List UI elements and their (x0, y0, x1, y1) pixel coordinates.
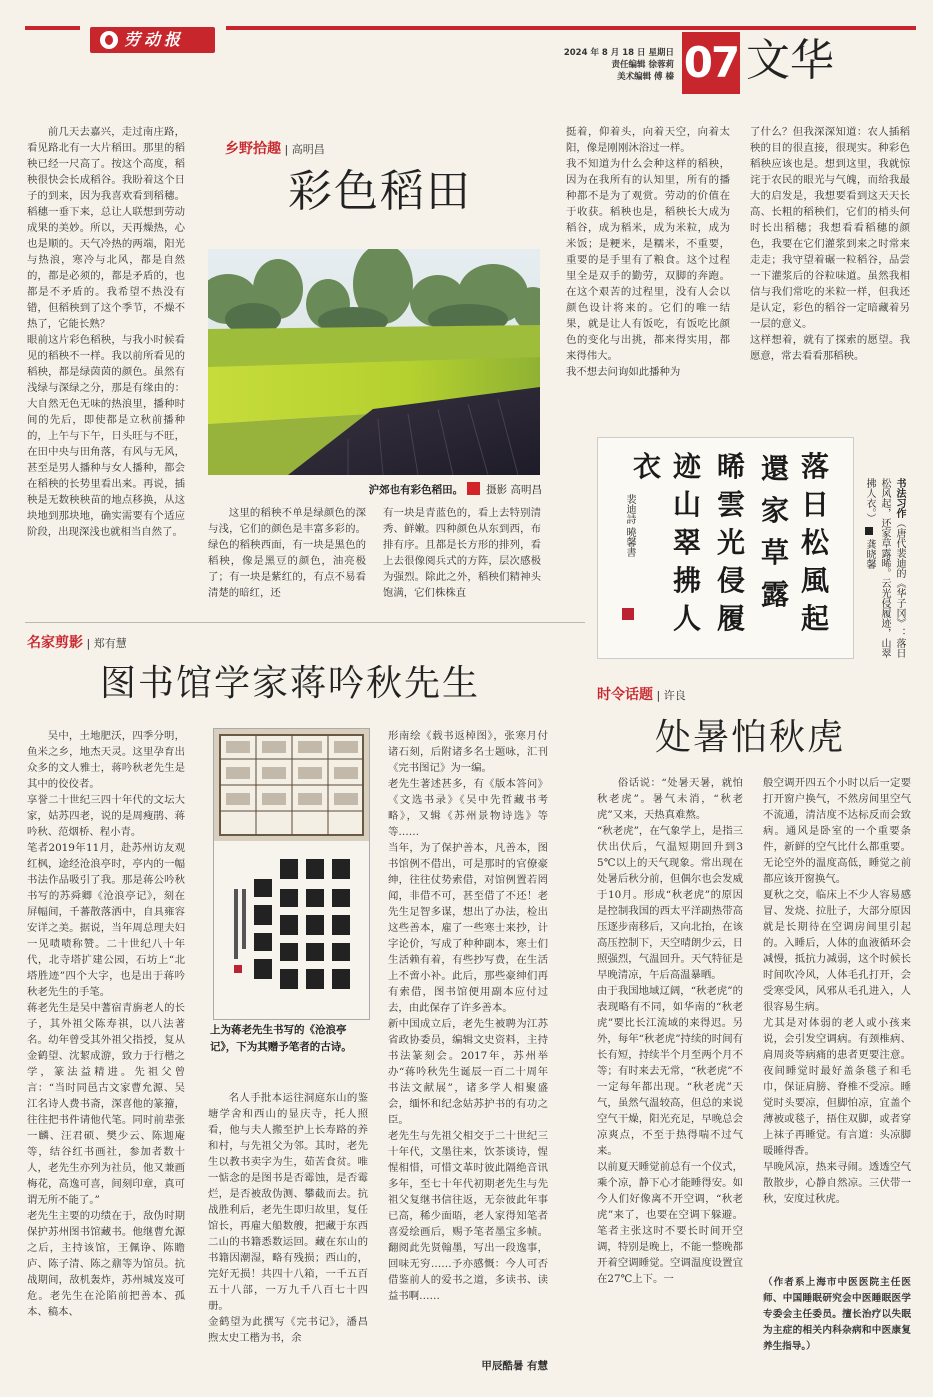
calligraphy-col2: 還家草露 (760, 452, 789, 611)
article1-author: 高明昌 (291, 143, 325, 156)
article1-title: 彩色稻田 (288, 166, 472, 217)
editor-line: 责任编辑 徐蓉莉 (611, 60, 674, 70)
calligraphy-col1: 落日松風起 (800, 450, 829, 635)
logo-text: 劳动报 (124, 30, 185, 49)
logo (90, 27, 215, 53)
caption-square-icon (467, 482, 480, 495)
caption-square-icon (865, 527, 873, 535)
article3-category-label: 时令话题 (597, 687, 653, 703)
section-divider (25, 622, 585, 623)
article2-category: 名家剪影 | 郑有慧 (27, 635, 127, 651)
article1-col1: 前几天去嘉兴，走过南庄路，看见路北有一大片稻田。那里的稻秧已经一尺高了。按这个高度，稻秧很快会长成稻谷。我盼着这个日子的到来，因为我喜欢看到稻穗。稻穗一垂下来，总让人联想到劳动成果的美妙。所以，天再燥热，心也是顺的。天气冷热的两端，阳光与热浪，寒冷与北风，都是自然的，都是必须的，都是矛盾的，也都是不矛盾的。我希望不热没有错，但稻秧到了这个季节，不燥不热了，它能长熟？ 眼前这片彩色稻秧，与我小时候看见的稻秧不一样。我以前所看见的稻秧，都是绿茵茵的颜色。虽然有浅绿与深绿之分，那是有缘由的：大自然无色无味的热浪里，播种时间的先后，即使都是立秋前播种的，上午与下午，日头旺与不旺，在田中央与田角落，有风与无风，甚至是男人播种与女人播种，都会在稻秧的长势里看出来。再说，插秧是无数秧秧苗的地点移换，从这块地到那块地，确实需要有个适应阶段，出现深浅也就相当自然了。 (27, 126, 185, 538)
article1-col5: 了什么？但我深深知道：农人插稻秧的目的很直接，很现实。种彩色稻秧应该也是。想到这里，我就惊诧于农民的眼光与气魄，而给我最大的启发是，我想要看到这天天长高、长粗的稻秧们，它们的梢头何时长出稻穗；我想看看稻穗的颜色，我要在它们灌浆到来之时常来走走；我守望着碾一粒稻谷，品尝一下灌浆后的谷粒味道。虽然我相信与我们常吃的米粒一样，但我还是认定，彩色的稻谷一定暗藏着另一层的意义。 这样想着，就有了探索的愿望。我愿意，常去看看那稻秧。 (750, 126, 910, 362)
calligraphy-photo (213, 728, 370, 1020)
article2-col2: 名人手批本运往洞庭东山的鉴塘学舍和西山的显庆寺，托人照看，他与夫人搬至护上长寿路的养和村，与先祖父为邻。其时，老先生以教书卖字为生，茹苦食贫。唯一惦念的是图书是否霉蚀，是否霉烂，是否被敌伪测、攀截而去。抗战胜利后，老先生即归故里，复任馆长，再雇大船数艘，把藏于东西二山的书籍悉数运回。藏在东山的书籍因潮湿，略有残损；西山的，完好无损！共四十八箱，一千五百五十八部，一万九千八百七十四册。 金鹤望为此撰写《完书记》，潘昌煦太史工楷为书，余 (208, 1092, 368, 1344)
masthead-info (556, 47, 674, 83)
page-number: 07 (682, 32, 740, 94)
seal-stamp (622, 608, 634, 620)
rice-field-image (208, 249, 540, 475)
rice-field-photo (208, 249, 540, 475)
article1-caption-text: 沪郊也有彩色稻田。 (368, 484, 464, 496)
article2-author: 郑有慧 (93, 637, 127, 650)
top-rule-left (25, 26, 80, 30)
article2-signoff: 甲辰酷暑 有慧 (481, 1360, 548, 1372)
calligraphy-col4: 迹山翠拂人 (672, 450, 701, 635)
calligraphy-caption-author: 龚晓馨 (864, 539, 875, 569)
calligraphy-signature: 裴迪詩 曉馨書 (624, 494, 635, 558)
article3-author-bio: （作者系上海市中医医院主任医师、中国睡眠研究会中医睡眠医学专委会主任委员。擅长治疗以失眠为主症的相关内科杂病和中医康复养生指导。） (763, 1277, 911, 1352)
article1-photo-caption (352, 482, 542, 499)
article2-photo-caption: 上为蒋老先生书写的《沧浪亭记》，下为其赠予笔者的古诗。 (210, 1024, 352, 1053)
calligraphy-col3: 晞雲光侵履 (716, 450, 745, 635)
calligraphy-work (612, 448, 840, 648)
article3-col2: 般空调开四五个小时以后一定要打开窗户换气，不然房间里空气不流通，清洁度不达标反而会致病。通风是卧室的一个重要条件，新鲜的空气比什么都重要。无论空外的温度高低，睡觉之前都应该开窗换气。 夏秋之交，临床上不少人容易感冒、发烧、拉肚子，大部分原因就是长期待在空调房间里引起的。入睡后，人体的血液循环会减慢，抵抗力减弱，这个时候长时间吹冷风，人体毛孔打开，会受寒受风，风邪从毛孔进入，人很容易生病。 尤其是对体弱的老人或小孩来说，会引发空调病。有颈椎病、肩周炎等病痛的患者更要注意。夜间睡觉时最好盖条毯子和毛巾，保证肩膀、脊椎不受凉。睡觉时头要凉，但脚怕凉，宜盖个薄被或毯子，捂住双脚，或者穿上袜子再睡觉。有言道：头凉脚暖睡得香。 早晚风凉，热来寻闹。透透空气散散步，心静自然凉。三伏带一秋，安度过秋虎。 (763, 777, 911, 1205)
article2-title: 图书馆学家蒋吟秋先生 (99, 663, 480, 704)
art-editor-line: 美术编辑 傅 榛 (617, 72, 674, 82)
article1-col2: 这里的稻秧不单是绿颜色的深与浅，它们的颜色是丰富多彩的。绿色的稻秧西面，有一块是黑色的稻秧，像是黑豆的颜色，油亮极了；有一块是紫红的，有点不易看清楚的暗红，还 (208, 507, 366, 599)
calligraphy-caption (862, 478, 907, 658)
article2-col3: 形南绘《载书返棹图》，张寒月付诸石刻，后附诸多名士题咏，汇刊《完书图记》为一编。 老先生著述甚多，有《版本答问》《文选书录》《吴中先哲藏书考略》，又辑《苏州景物诗选》等等…… 当年，为了保护善本，凡善本，图书馆例不借出，可是那时的官僚豪绅，往往仗势索借，对馆例置若罔闻，非借不可，甚至借了不还！老先生足智多谋，想出了办法，检出这些善本，雇了一些寒士来抄，计字论价，写成了种种副本，寒士们生活赖有着，有些抄写费，在生活上不啻小补。此后，那些豪绅们再有索借，图书馆便用副本应付过去，由此保存了许多善本。 新中国成立后，老先生被聘为江苏省政协委员，编辑文史资料，主持书法篆刻会。2017年，苏州举办“蒋吟秋先生诞辰一百二十周年书法文献展”，诸多学人相聚盛会，缅怀和纪念姑苏护书的有功之臣。 老先生与先祖父相交于二十世纪三十年代，文墨往来，饮茶谈诗，惺惺相惜，可惜文革时彼此隔绝音讯多年，至七十年代初期老先生与先祖父复继书信往返，无奈彼此年事已高，稀少面晤，老人家得知笔者喜爱绘画后，赐予笔者墨宝多帧。翻阅此先贤翰墨，写出一段逸事，回味无穷……予亦感慨：今人可否借鉴前人的爱书之道，多读书、读益书啊…… (388, 730, 548, 1302)
article1-col3: 有一块是青蓝色的，看上去特别清秀、鲜嫩。四种颜色从东到西，布排有序。且都是长方形的排列，看上去很像阅兵式的方阵，层次感极为强烈。除此之外，稻秧们精神头饱满，它们株株直 (383, 507, 541, 599)
date-line: 2024 年 8 月 18 日 星期日 (563, 48, 674, 58)
article3-category: 时令话题 | 许良 (597, 687, 686, 703)
section-name: 文华 (746, 35, 834, 86)
article2-col1: 吴中，土地肥沃，四季分明，鱼米之乡，地杰天灵。这里孕育出众多的文人雅士，蒋吟秋老先生是其中的佼佼者。 享誉二十世纪三四十年代的文坛大家，姑苏四老，说的是周瘦鹃、蒋吟秋、范烟桥、程小青。 笔者2019年11月，赴苏州访友观红枫，途经沧浪亭时，亭内的一幅书法作品吸引了我。那是蒋公吟秋书写的苏舜卿《沧浪亭记》，刻在屏幅间，千蕃散落洒中，自具雍容安详之美。据说，当年周总理夫妇一见啧啧称赞。二十世纪八十年代，北寺塔扩建公园，石坊上“北塔胜迹”四个大字，也是出于蒋吟秋老先生的手笔。 蒋老先生是吴中蓍宿青旃老人的长子，其外祖父陈寿祺，以八法著名。幼年曾受其外祖父指授，复从金鹤望、沈絜成游，致力于行楷之学，篆法益精进。先祖父曾言：“当时同邑古文家曹允源、吴江名诗人费书斋，深喜他的篆籀，往往把书件请他代笔。同时前辈张一麟、汪君硕、樊少云、陈迦庵等，结谷红书画社，参加者数十人，老先生亦列为社员，他又兼画梅花，高逸可喜，间刻印章，真可谓无所不能了。” 老先生主要的功绩在于，敌伪时期保护苏州图书馆藏书。他继曹允源之后，主持该馆，王佩诤、陈瞻庐、陈子清、陈之鼐等为馆员。抗战期间，敌机轰炸，苏州城岌岌可危。老先生在沦陷前把善本、孤本、稿本、 (27, 730, 185, 1318)
calligraphy-caption-body: （唐代裴迪的《华子冈》：落日松风起，还家草露晞。云光侵履迹，山翠拂人衣。） (864, 478, 905, 658)
article1-category: 乡野拾趣 | 高明昌 (225, 141, 325, 157)
article3-author: 许良 (663, 689, 686, 702)
article3-col1: 俗话说：“处暑天暑，就怕秋老虎”。暑气未消，“秋老虎”又来，天热真难熬。 “秋老虎”，在气象学上，是指三伏出伏后，气温短期回升到35℃以上的天气现象。常出现在处暑后秋分前，但偶尔也会发威于10月。形成“秋老虎”的原因是控制我国的西太平洋副热带高压逐步南移后，又向北抬，在该高压控制下，天空晴朗少云，日照强烈，气温回升。天气特征是早晚清凉，午后高温暴晒。 由于我国地域辽阔，“秋老虎”的表现略有不同，如华南的“秋老虎”要比长江流域的来得迟。另外，每年“秋老虎”持续的时间有长有短，持续半个月至两个月不等；有时来去无常，“秋老虎”不一定每年都出现。“秋老虎”天气，虽然气温较高，但总的来说空气干燥，阳光充足，早晚总会凉爽点，不至于热得喘不过气来。 以前夏天睡觉前总有一个仪式，乘个凉，静下心才能睡得安。如今人们好像离不开空调，“秋老虎”来了，也要在空调下躲避。笔者主张这时不要长时间开空调，特别是晚上，不能一整晚都开着空调睡觉。空调温度设置宜在27℃上下。一 (597, 777, 743, 1285)
article3-title: 处暑怕秋虎 (654, 717, 845, 758)
article1-category-label: 乡野拾趣 (225, 141, 281, 157)
calligraphy-caption-title: 书法习作 (894, 478, 905, 518)
article2-category-label: 名家剪影 (27, 635, 83, 651)
calligraphy-col5: 衣 (632, 450, 661, 483)
logo-mark-icon (100, 31, 118, 49)
calligraphy-photo-image (214, 729, 369, 1019)
article1-col4: 挺着，仰着头，向着天空，向着太阳，像是刚刚沐浴过一样。 我不知道为什么会种这样的稻秧，因为在我所有的认知里，所有的播种都不是为了观赏。劳动的价值在于收获。稻秧也是，稻秧长大成为稻谷，成为稻米，成为米粒，成为米饭；是粳米，是糯米，不重要，重要的是手里有了粮食。这个过程里全是双手的勤劳，双脚的奔跑。在这个艰苦的过程里，没有人会以颜色设计将来的。它们的唯一结果，就是让人有饭吃，有饭吃比颜色的变化与出挑，都来得实用，都来得伟大。 我不想去问询如此播种为 (566, 126, 730, 378)
article1-photo-credit: 摄影 高明昌 (486, 484, 542, 496)
